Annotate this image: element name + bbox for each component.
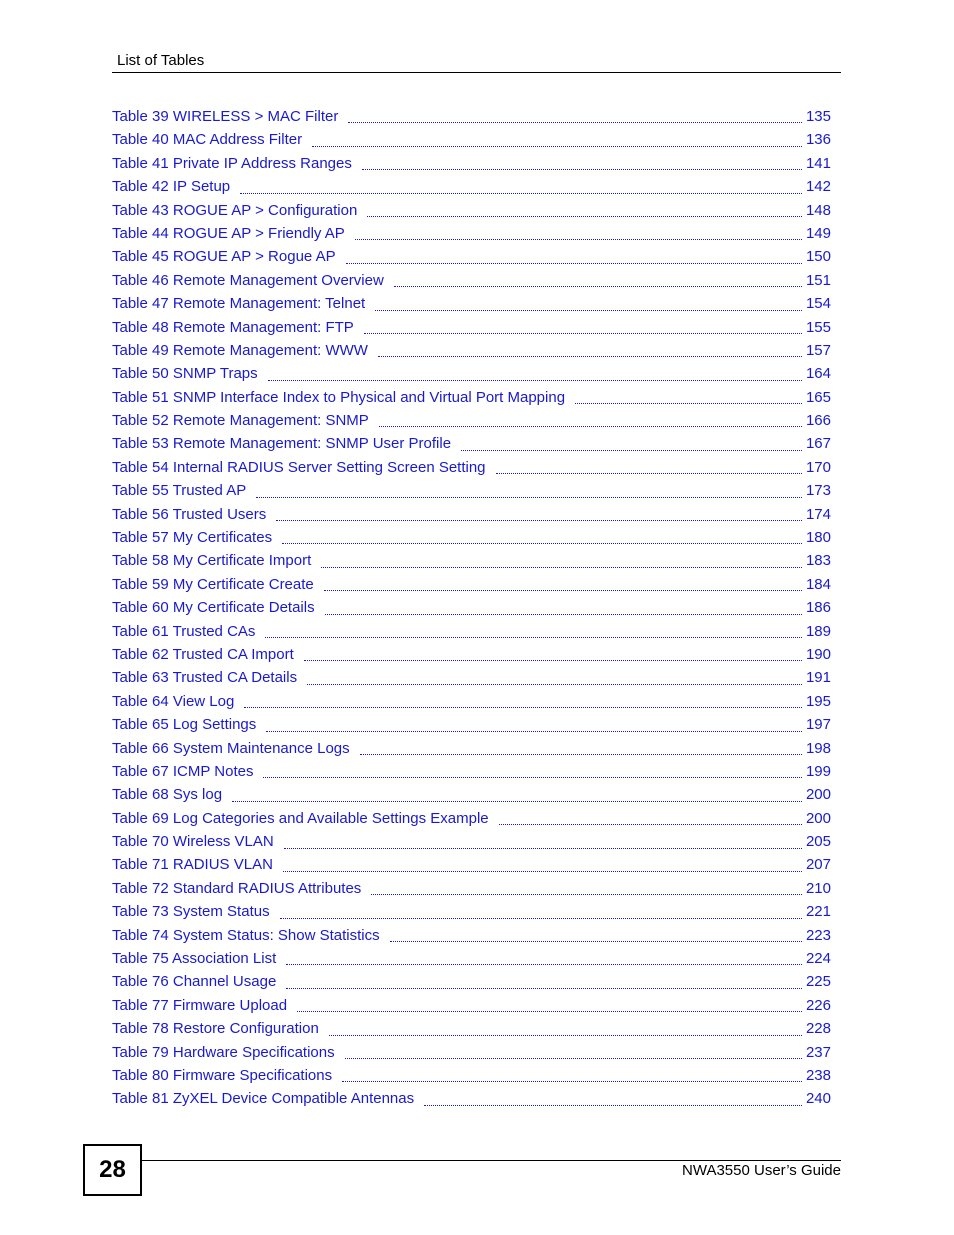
toc-entry[interactable]	[112, 877, 831, 900]
toc-entry-label[interactable]: Table 66 System Maintenance Logs	[112, 739, 350, 757]
toc-dot-leader	[325, 604, 802, 615]
toc-entry-label[interactable]: Table 71 RADIUS VLAN	[112, 856, 273, 874]
toc-dot-leader	[297, 1001, 802, 1012]
toc-entry-page[interactable]: 165	[805, 388, 831, 406]
toc-entry-page[interactable]: 148	[805, 201, 831, 219]
toc-entry-page[interactable]: 183	[805, 552, 831, 570]
toc-dot-leader	[266, 721, 802, 732]
toc-dot-leader	[461, 440, 802, 451]
toc-entry[interactable]	[112, 807, 831, 830]
toc-entry-page[interactable]: 151	[805, 271, 831, 289]
toc-dot-leader	[394, 276, 802, 287]
toc-entry-label[interactable]: Table 78 Restore Configuration	[112, 1020, 319, 1038]
toc-entry[interactable]	[112, 643, 831, 666]
toc-entry-page[interactable]: 197	[805, 716, 831, 734]
toc-dot-leader	[375, 300, 802, 311]
toc-dot-leader	[284, 838, 802, 849]
toc-entry[interactable]	[112, 152, 831, 175]
toc-entry[interactable]	[112, 199, 831, 222]
toc-entry-label[interactable]: Table 39 WIRELESS > MAC Filter	[112, 107, 339, 125]
toc-entry-page[interactable]: 191	[805, 669, 831, 687]
toc-entry[interactable]	[112, 479, 831, 502]
toc-entry-page[interactable]: 207	[805, 856, 831, 874]
toc-entry-label[interactable]: Table 79 Hardware Specifications	[112, 1043, 335, 1061]
toc-entry-page[interactable]: 226	[805, 996, 831, 1014]
page-header	[112, 52, 841, 73]
toc-dot-leader	[240, 183, 802, 194]
toc-dot-leader	[307, 674, 802, 685]
toc-entry[interactable]	[112, 994, 831, 1017]
toc-entry[interactable]	[112, 690, 831, 713]
toc-entry[interactable]	[112, 128, 831, 151]
toc-entry-label[interactable]: Table 60 My Certificate Details	[112, 599, 315, 617]
toc-entry-label[interactable]: Table 52 Remote Management: SNMP	[112, 412, 369, 430]
toc-entry-page[interactable]: 135	[805, 107, 831, 125]
toc-dot-leader	[575, 393, 802, 404]
toc-entry-page[interactable]: 141	[805, 154, 831, 172]
toc-entry-page[interactable]: 200	[805, 809, 831, 827]
toc-entry-page[interactable]: 200	[805, 786, 831, 804]
toc-entry[interactable]	[112, 573, 831, 596]
toc-entry[interactable]	[112, 737, 831, 760]
toc-entry[interactable]	[112, 1064, 831, 1087]
toc-dot-leader	[268, 370, 802, 381]
toc-entry-page[interactable]: 170	[805, 458, 831, 476]
page-number: 28	[99, 1156, 126, 1183]
toc-dot-leader	[304, 650, 802, 661]
toc-entry-label[interactable]: Table 44 ROGUE AP > Friendly AP	[112, 224, 345, 242]
toc-entry[interactable]	[112, 245, 831, 268]
toc-entry[interactable]	[112, 1087, 831, 1110]
page-number-box	[83, 1144, 142, 1196]
toc-entry[interactable]	[112, 292, 831, 315]
toc-entry[interactable]	[112, 175, 831, 198]
toc-entry-page[interactable]: 198	[805, 739, 831, 757]
toc-entry-page[interactable]: 210	[805, 879, 831, 897]
toc-entry-label[interactable]: Table 72 Standard RADIUS Attributes	[112, 879, 362, 897]
toc-dot-leader	[378, 346, 802, 357]
toc-entry-label[interactable]: Table 40 MAC Address Filter	[112, 131, 303, 149]
toc-entry-page[interactable]: 186	[805, 599, 831, 617]
toc-entry-label[interactable]: Table 67 ICMP Notes	[112, 762, 254, 780]
footer-guide-title: NWA3550 User’s Guide	[682, 1162, 841, 1179]
toc-entry[interactable]	[112, 339, 831, 362]
toc-dot-leader	[424, 1095, 802, 1106]
toc-entry-label[interactable]: Table 61 Trusted CAs	[112, 622, 256, 640]
toc-entry-label[interactable]: Table 76 Channel Usage	[112, 973, 277, 991]
toc-dot-leader	[379, 416, 802, 427]
toc-entry-label[interactable]: Table 47 Remote Management: Telnet	[112, 295, 366, 313]
toc-dot-leader	[348, 112, 802, 123]
toc-dot-leader	[312, 136, 802, 147]
toc-entry-label[interactable]: Table 50 SNMP Traps	[112, 365, 258, 383]
toc-dot-leader	[244, 697, 802, 708]
list-of-tables	[112, 105, 831, 1111]
toc-entry-page[interactable]: 180	[805, 529, 831, 547]
toc-entry[interactable]	[112, 783, 831, 806]
toc-entry-page[interactable]: 155	[805, 318, 831, 336]
toc-entry-label[interactable]: Table 46 Remote Management Overview	[112, 271, 384, 289]
toc-entry-label[interactable]: Table 74 System Status: Show Statistics	[112, 926, 380, 944]
toc-entry-page[interactable]: 166	[805, 412, 831, 430]
toc-entry-label[interactable]: Table 80 Firmware Specifications	[112, 1067, 333, 1084]
toc-entry[interactable]	[112, 1041, 831, 1064]
toc-entry-page[interactable]: 149	[805, 224, 831, 242]
toc-dot-leader	[499, 814, 802, 825]
toc-entry-label[interactable]: Table 62 Trusted CA Import	[112, 645, 294, 663]
toc-entry-label[interactable]: Table 75 Association List	[112, 950, 277, 968]
toc-dot-leader	[283, 861, 802, 872]
header-title: List of Tables	[117, 52, 205, 69]
toc-entry-label[interactable]: Table 42 IP Setup	[112, 178, 231, 196]
toc-entry-page[interactable]: 164	[805, 365, 831, 383]
toc-entry-label[interactable]: Table 41 Private IP Address Ranges	[112, 154, 352, 172]
toc-entry[interactable]	[112, 105, 831, 128]
toc-entry[interactable]	[112, 526, 831, 549]
toc-entry-label[interactable]: Table 58 My Certificate Import	[112, 552, 312, 570]
toc-entry-page[interactable]: 173	[805, 482, 831, 500]
toc-dot-leader	[496, 463, 802, 474]
toc-entry-page[interactable]: 237	[805, 1043, 831, 1061]
toc-entry-label[interactable]: Table 45 ROGUE AP > Rogue AP	[112, 248, 336, 266]
toc-dot-leader	[367, 206, 802, 217]
toc-entry-label[interactable]: Table 48 Remote Management: FTP	[112, 318, 354, 336]
toc-dot-leader	[371, 884, 802, 895]
toc-entry-page[interactable]: 205	[805, 833, 831, 851]
toc-dot-leader	[345, 1048, 802, 1059]
toc-entry[interactable]	[112, 386, 831, 409]
toc-entry-page[interactable]: 167	[805, 435, 831, 453]
toc-entry-label[interactable]: Table 70 Wireless VLAN	[112, 833, 274, 851]
toc-entry[interactable]	[112, 222, 831, 245]
toc-entry-page[interactable]: 199	[805, 762, 831, 780]
toc-dot-leader	[360, 744, 802, 755]
toc-dot-leader	[265, 627, 802, 638]
toc-dot-leader	[286, 978, 802, 989]
toc-entry[interactable]	[112, 970, 831, 993]
toc-entry[interactable]	[112, 596, 831, 619]
toc-dot-leader	[256, 487, 802, 498]
toc-entry-page[interactable]: 195	[805, 692, 831, 710]
toc-entry[interactable]	[112, 269, 831, 292]
toc-entry[interactable]	[112, 830, 831, 853]
toc-entry[interactable]	[112, 503, 831, 526]
toc-entry-page[interactable]: 184	[805, 575, 831, 593]
toc-dot-leader	[263, 767, 802, 778]
toc-entry[interactable]	[112, 316, 831, 339]
toc-entry[interactable]	[112, 549, 831, 572]
toc-entry-page[interactable]: 238	[805, 1067, 831, 1084]
toc-entry-label[interactable]: Table 77 Firmware Upload	[112, 996, 288, 1014]
toc-entry[interactable]	[112, 854, 831, 877]
toc-entry-page[interactable]: 154	[805, 295, 831, 313]
toc-entry[interactable]	[112, 947, 831, 970]
toc-entry-page[interactable]: 223	[805, 926, 831, 944]
toc-entry-label[interactable]: Table 57 My Certificates	[112, 529, 273, 547]
toc-entry[interactable]	[112, 713, 831, 736]
toc-entry-label[interactable]: Table 81 ZyXEL Device Compatible Antennas	[112, 1090, 415, 1108]
toc-entry-page[interactable]: 190	[805, 645, 831, 663]
toc-entry[interactable]	[112, 456, 831, 479]
toc-entry-page[interactable]: 221	[805, 903, 831, 921]
toc-entry-label[interactable]: Table 63 Trusted CA Details	[112, 669, 298, 687]
toc-entry-label[interactable]: Table 73 System Status	[112, 903, 270, 921]
toc-entry-page[interactable]: 224	[805, 950, 831, 968]
toc-entry[interactable]	[112, 760, 831, 783]
toc-dot-leader	[321, 557, 802, 568]
toc-entry-page[interactable]: 240	[805, 1090, 831, 1108]
toc-dot-leader	[286, 954, 802, 965]
toc-dot-leader	[324, 580, 802, 591]
toc-entry[interactable]	[112, 1017, 831, 1040]
toc-entry[interactable]	[112, 620, 831, 643]
toc-dot-leader	[282, 533, 802, 544]
toc-entry-page[interactable]: 228	[805, 1020, 831, 1038]
toc-entry[interactable]	[112, 900, 831, 923]
toc-dot-leader	[362, 159, 802, 170]
toc-entry[interactable]	[112, 432, 831, 455]
toc-entry-label[interactable]: Table 56 Trusted Users	[112, 505, 267, 523]
toc-entry-page[interactable]: 189	[805, 622, 831, 640]
toc-entry-page[interactable]: 136	[805, 131, 831, 149]
toc-entry-label[interactable]: Table 51 SNMP Interface Index to Physical and Virtual Port Mapping	[112, 388, 566, 406]
toc-entry-label[interactable]: Table 43 ROGUE AP > Configuration	[112, 201, 358, 219]
toc-entry-label[interactable]: Table 68 Sys log	[112, 786, 223, 804]
toc-entry-label[interactable]: Table 69 Log Categories and Available Settings Example	[112, 809, 489, 827]
toc-dot-leader	[390, 931, 802, 942]
toc-entry-label[interactable]: Table 64 View Log	[112, 692, 235, 710]
toc-dot-leader	[364, 323, 802, 334]
toc-dot-leader	[346, 253, 802, 264]
toc-entry-label[interactable]: Table 59 My Certificate Create	[112, 575, 314, 593]
toc-entry-page[interactable]: 225	[805, 973, 831, 991]
toc-dot-leader	[280, 908, 802, 919]
toc-dot-leader	[342, 1071, 802, 1082]
toc-dot-leader	[232, 791, 802, 802]
toc-entry[interactable]	[112, 666, 831, 689]
toc-entry-page[interactable]: 150	[805, 248, 831, 266]
toc-dot-leader	[355, 229, 802, 240]
toc-entry-label[interactable]: Table 54 Internal RADIUS Server Setting Screen Setting	[112, 458, 486, 476]
toc-dot-leader	[329, 1025, 802, 1036]
toc-entry-label[interactable]: Table 65 Log Settings	[112, 716, 257, 734]
toc-entry[interactable]	[112, 409, 831, 432]
toc-entry-label[interactable]: Table 55 Trusted AP	[112, 482, 247, 500]
toc-entry-label[interactable]: Table 49 Remote Management: WWW	[112, 341, 368, 359]
toc-entry[interactable]	[112, 362, 831, 385]
toc-entry-page[interactable]: 174	[805, 505, 831, 523]
toc-entry-label[interactable]: Table 53 Remote Management: SNMP User Profile	[112, 435, 452, 453]
toc-entry-page[interactable]: 142	[805, 178, 831, 196]
toc-entry[interactable]	[112, 924, 831, 947]
toc-dot-leader	[276, 510, 802, 521]
toc-entry-page[interactable]: 157	[805, 341, 831, 359]
footer-divider	[140, 1160, 841, 1161]
